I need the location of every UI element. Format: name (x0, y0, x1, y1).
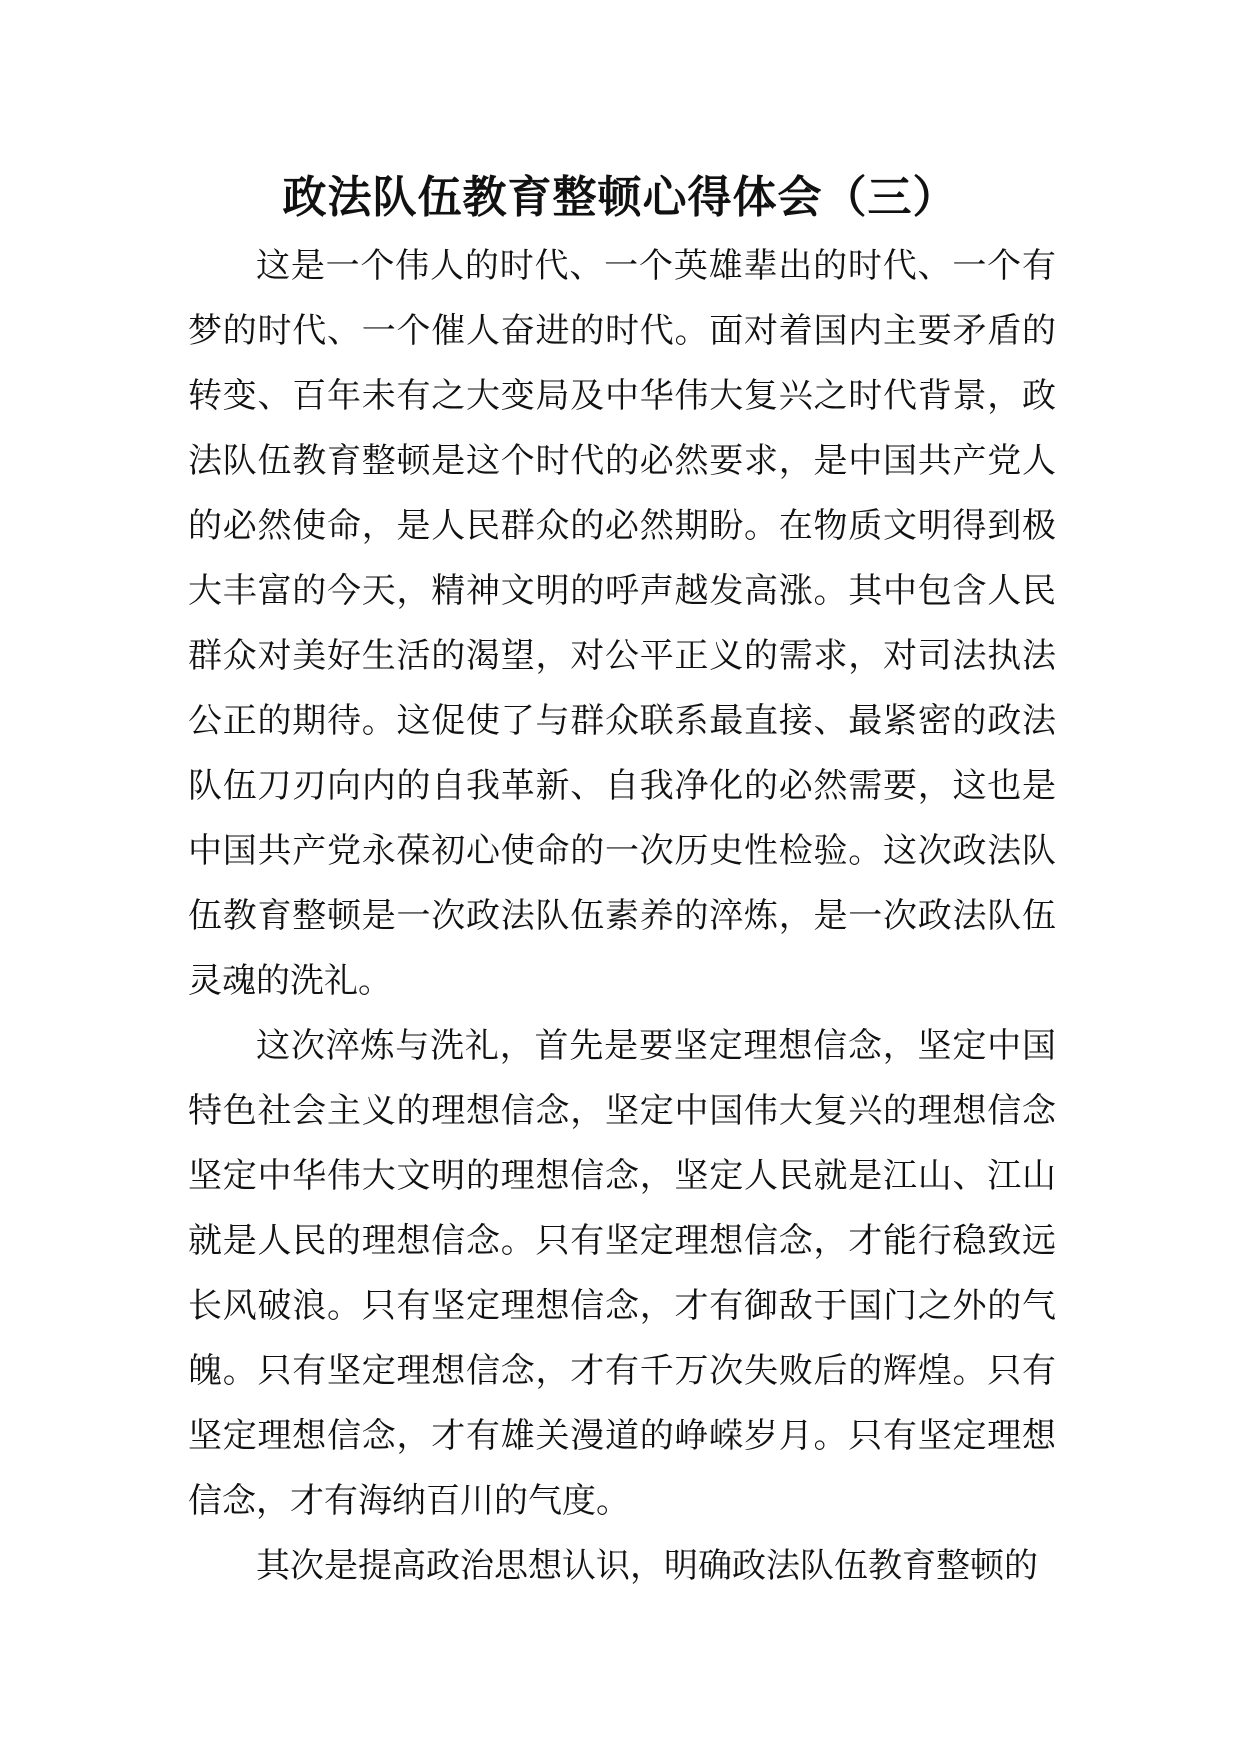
paragraph-2: 这次淬炼与洗礼，首先是要坚定理想信念，坚定中国特色社会主义的理想信念，坚定中国伟大复兴的理想信念坚定中华伟大文明的理想信念，坚定人民就是江山、江山就是人民的理想信念。只有坚定理想信念，才能行稳致远长风破浪。只有坚定理想信念，才有御敌于国门之外的气魄。只有坚定理想信念，才有千万次失败后的辉煌。只有坚定理想信念，才有雄关漫道的峥嵘岁月。只有坚定理想信念，才有海纳百川的气度。 (188, 1026, 1056, 1521)
paragraph-3: 其次是提高政治思想认识，明确政法队伍教育整顿的 (256, 1546, 1038, 1586)
document-body (188, 234, 1056, 1599)
document-title: 政法队伍教育整顿心得体会（三） (282, 172, 958, 223)
paragraph-1: 这是一个伟人的时代、一个英雄辈出的时代、一个有梦的时代、一个催人奋进的时代。面对着国内主要矛盾的转变、百年未有之大变局及中华伟大复兴之时代背景，政法队伍教育整顿是这个时代的必然要求，是中国共产党人的必然使命，是人民群众的必然期盼。在物质文明得到极大丰富的今天，精神文明的呼声越发高涨。其中包含人民群众对美好生活的渴望，对公平正义的需求，对司法执法公正的期待。这促使了与群众联系最直接、最紧密的政法队伍刀刃向内的自我革新、自我净化的必然需要，这也是中国共产党永葆初心使命的一次历史性检验。这次政法队伍教育整顿是一次政法队伍素养的淬炼，是一次政法队伍灵魂的洗礼。 (188, 246, 1056, 1001)
